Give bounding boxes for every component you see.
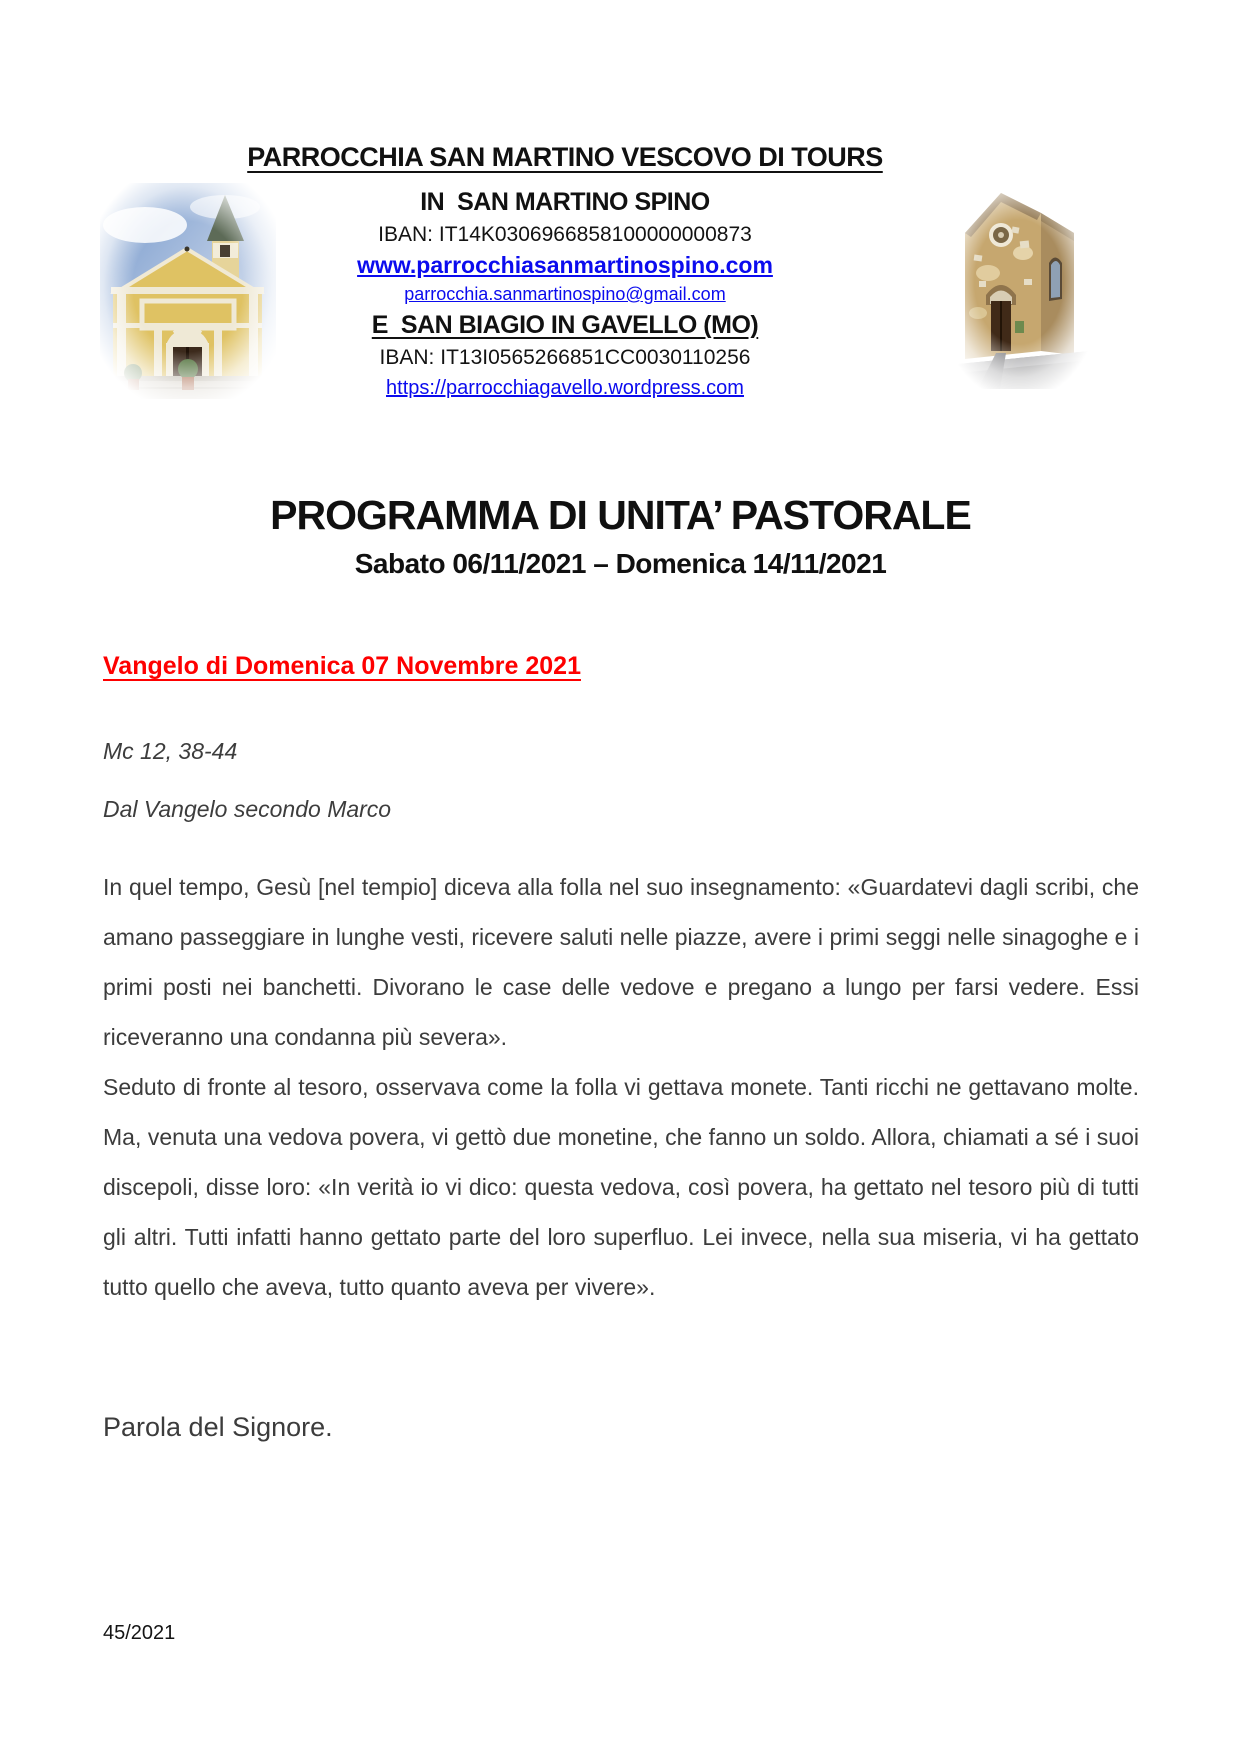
gospel-source: Dal Vangelo secondo Marco <box>103 796 392 822</box>
parish-header <box>225 142 905 403</box>
gospel-heading: Vangelo di Domenica 07 Novembre 2021 <box>103 652 581 680</box>
gospel-body <box>103 862 1139 1312</box>
website-link-line <box>225 250 905 281</box>
email-link-line <box>225 281 905 308</box>
gospel-reference: Mc 12, 38-44 <box>103 738 238 764</box>
email-link[interactable]: parrocchia.sanmartinospino@gmail.com <box>404 284 726 304</box>
website-link-gavello[interactable]: https://parrocchiagavello.wordpress.com <box>386 377 744 399</box>
iban-san-biagio: IBAN: IT13I0565266851CC0030110256 <box>379 346 751 369</box>
program-title: PROGRAMMA DI UNITA’ PASTORALE <box>270 492 971 538</box>
program-date-range: Sabato 06/11/2021 – Domenica 14/11/2021 <box>354 548 887 579</box>
church-photo-san-biagio-gavello <box>948 183 1090 389</box>
page-number: 45/2021 <box>103 1622 176 1644</box>
website-link-line-2 <box>225 373 905 403</box>
iban-san-martino: IBAN: IT14K0306966858100000000873 <box>378 223 752 246</box>
website-link-san-martino[interactable]: www.parrocchiasanmartinospino.com <box>357 252 773 278</box>
parish-subtitle-san-biagio: E SAN BIAGIO IN GAVELLO (MO) <box>371 311 759 339</box>
parish-subtitle-san-martino: IN SAN MARTINO SPINO <box>420 188 710 216</box>
gospel-paragraph-1: In quel tempo, Gesù [nel tempio] diceva alla folla nel suo insegnamento: «Guardatevi dagli scribi, che amano passeggiare in lunghe vesti, ricevere saluti nelle piazze, avere i primi seggi nelle sinagoghe e i primi posti nei banchetti. Divorano le case delle vedove e pregano a lungo per farsi vedere. Essi riceveranno una condanna più severa». <box>103 874 1139 1050</box>
gospel-closing: Parola del Signore. <box>103 1412 333 1442</box>
photo-edge-fade <box>948 183 1090 389</box>
parish-title: PARROCCHIA SAN MARTINO VESCOVO DI TOURS <box>247 142 883 172</box>
gospel-paragraph-2: Seduto di fronte al tesoro, osservava come la folla vi gettava monete. Tanti ricchi ne gettavano molte. Ma, venuta una vedova povera, vi gettò due monetine, che fanno un soldo. Allora, chiamati a sé i suoi discepoli, disse loro: «In verità io vi dico: questa vedova, così povera, ha gettato nel tesoro più di tutti gli altri. Tutti infatti hanno gettato parte del loro superfluo. Lei invece, nella sua miseria, vi ha gettato tutto quello che aveva, tutto quanto aveva per vivere». <box>103 1074 1139 1300</box>
